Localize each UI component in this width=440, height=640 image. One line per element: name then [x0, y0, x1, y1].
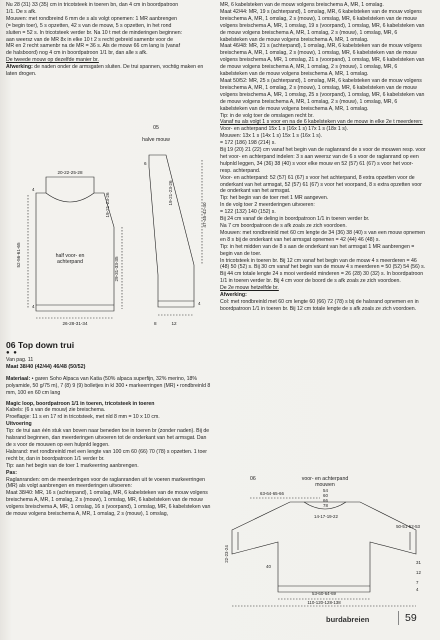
section-number: 06 — [6, 340, 16, 350]
dim-sleeve: 50-51-52-53 — [396, 524, 420, 529]
maat-38: Maat 38/40: MR, 16 s (achterpand), 1 omslag, MR, 6 kabelsteken van de mouw volgens breischema A, MR, 1 omslag, 2 s (mouw), 1 omslag, MR, 6 kabelsteken van de mouw volgens breischema A, MR, 1 omslag, 16 s (voorpand), 1 omslag, MR, 6 kabelsteken van de mouw volgens breischema A, MR, 1 omslag, 2 s (mouw), 1 omslag, — [6, 490, 211, 518]
section-name: Top down trui — [17, 340, 75, 350]
intro-line: 1/1. De s afk. — [6, 8, 37, 15]
rc-line: MR, 6 kabelsteken van de mouw volgens breischema A, MR, 1 omslag. — [220, 2, 384, 8]
neckline — [46, 193, 94, 202]
rc-line: Col: met rondbreinld met 60 cm lengte 60 (66) 72 (78) s bij de halsrand opnemen en in boordpatroon 1/1 in toeren br. Bij 12 cm totale lengte de s afk zoals ze zich voordoen. — [220, 298, 419, 312]
dim-col: 78 — [323, 503, 328, 508]
dim-small: 4 — [32, 304, 35, 309]
dim-raglan-depth: 19-21-23-26 — [105, 192, 110, 218]
dim-small: 6 — [144, 161, 147, 166]
diagram-05-svg — [6, 115, 211, 335]
kabels: Kabels: (6 s van de mouw) zie breischema. — [6, 407, 106, 414]
dim-body: 40 — [266, 564, 271, 569]
dim-cuff-width: 12 — [171, 321, 177, 326]
finish-paragraph — [6, 64, 211, 78]
rc-line: Bij 19 (20) 21 (22) cm vanaf het begin van de raglanrand de s voor de mouwen resp. voor het voor- en achterpand indelen: 3 s aan weersz van de 6 s voor de raglanrand op een hulpnld leggen, 34 (36) 38 (40) s voor elke mouw en 52 (57) 61 (67) s voor het voor- resp. achterpand. — [220, 147, 426, 174]
difficulty-dots: ● ● — [6, 350, 18, 356]
rc-line: Mouwen: met rondbreinld met 60 cm lengte de 34 (36) 38 (40) s van een mouw opnemen en 8 s bij de onderkant van het armsgat opnemen = 42 (44) 46 (48) s. — [220, 229, 426, 243]
rc-line: Afwerking: — [220, 292, 247, 299]
right-column — [220, 0, 426, 313]
label-halve-mouw: halve mouw — [142, 137, 170, 143]
dim-half-width: 26-28-31-34 — [62, 321, 88, 326]
finish-label: Afwerking: — [6, 64, 33, 71]
rc-line: = 122 (132) 140 (152) s. — [220, 209, 276, 216]
dim-col: 54 — [323, 488, 328, 493]
materials: Materiaal: • garen Soho Alpaca van Katia (50% alpaca superfijn, 32% merino, 18% polyamide, 50 g/75 m), 7 (8) 9 (9) bolletjes in kl 300 • markeerringen (MR) • rondbreinld 8 mm, 100 en 60 cm lang — [6, 375, 211, 396]
label-half-voor: half voor- en achterpand — [55, 253, 85, 265]
sizes: Maat 38/40 (42/44) 46/48 (50/52) — [6, 363, 86, 370]
raglan: Raglanranden: om de meerderingen voor de raglanranden uit te voeren markeerringen (MR) als volgt aanbrengen en meerderingen uitvoeren: — [6, 476, 205, 490]
dim-hem: 53-60-64-69 — [312, 591, 336, 596]
page-number: 59 — [405, 612, 417, 624]
dim-neck: 14-17-19-22 — [314, 514, 338, 519]
rc-line: = 172 (186) 198 (214) s. — [220, 140, 276, 147]
rc-line: Mouwen: 13x 1 s (14x 1 s) 15x 1 s (16x 1 s). — [220, 133, 323, 140]
pas-label: Pas: — [6, 469, 17, 476]
intro-line: Mouwen: met rondbreind 6 mm de s als volgt opnemen: 1 MR aanbrengen — [6, 15, 177, 22]
dim-sleeve-length: 47-45-42-40 — [202, 202, 207, 228]
uitvoering-label: Uitvoering — [6, 421, 32, 428]
dim-col: 60 — [323, 493, 328, 498]
dim-body-side: 29-31-33-35 — [114, 256, 119, 282]
dim-neck-width: 20-22-25-28 — [57, 170, 83, 175]
dim-small: 4 — [32, 187, 35, 192]
rc-line: De 2e mouw hetzelfde br. — [220, 285, 279, 292]
rc-line: Tip: het begin van de toer met 1 MR aangeven. — [220, 195, 329, 202]
rc-line: Vanaf nu als volgt 1 s voor en na de 6 kabelsteken van de mouw in elke 2e t meerderen: — [220, 119, 423, 126]
dim-small: 8 — [154, 321, 157, 326]
diagram-title: voor- en achterpand mouwen — [301, 476, 349, 488]
rc-line: Na 7 cm boordpatroon de s afk zoals ze zich voordoen. — [220, 223, 347, 229]
body-outline — [36, 177, 114, 311]
rc-line: Bij 24 cm vanaf de deling in boordpatroon 1/1 in toeren verder br. — [220, 216, 370, 223]
rc-line: Tip: in het midden van de 8 s aan de onderkant van het armsgat 1 MR aanbrengen = begin van de toer. — [220, 243, 415, 257]
tip-1: Tip: de trui aan één stuk van boven naar beneden toe in toeren br (zonder naden). Bij de halsrand beginnen, dan meerderingen uitvoeren tot de onderkant van het armsgat. Dan de s voor de mouwen op een hulpnld leggen. — [6, 428, 210, 448]
dim-sleeve-raglan: 19-21-23-26 — [168, 180, 173, 206]
label-06: 06 — [250, 476, 256, 482]
intro-line: Nu 28 (31) 33 (35) cm in tricotsteek in toeren bn, dan 4 cm in boordpatroon — [6, 2, 179, 8]
left-column — [6, 0, 211, 518]
proeflapje: Proeflapje: 11 s en 17 rd in tricotsteek, met nld 8 mm = 10 x 10 cm. — [6, 414, 160, 421]
rc-line: Tip: in de volg toer de omslagen recht br. — [220, 112, 314, 119]
intro-line: (= begin toer), 5 s opzetten, 42 s van de mouw, 5 s opzetten, in het rond — [6, 22, 172, 29]
finish-heading: De tweede mouw op dezelfde manier br. — [6, 57, 99, 64]
rc-line: In de volg toer 2 meerderingen uitvoeren: — [220, 202, 315, 209]
diagram-05 — [6, 115, 211, 335]
sleeve-outline — [149, 155, 194, 307]
dim-yoke: 63-64-65-66 — [260, 491, 284, 496]
rc-line: Voor- en achterpand: 52 (57) 61 (67) s voor het achterpand, 8 extra opzetten voor de onderkant van het armsgat, 52 (57) 61 (67) s voor het voorpand, 8 s extra opzetten voor de onderkant van het armsgat. — [220, 174, 422, 195]
section-title — [6, 340, 211, 350]
dim-small: 4 — [416, 587, 419, 592]
rc-line: In tricotsteek in toeren br. Bij 12 cm vanaf het begin van de mouw 4 s meerderen = 46 (48) 50 (52) s. Bij 30 cm vanaf het begin van de mouw 4 s meerderen = 50 (52) 54 (56) s. Bij 44 cm totale lengte 24 s mooi verdeeld minderen = 26 (28) 30 (32) s. In boordpatroon 1/1 in toeren verder br. Bij 4 cm voor de boord de s afk zoals ze zich voordoen. — [220, 257, 426, 285]
magic-loop: Magic loop, boordpatroon 1/1 in toeren, tricotsteek in toeren — [6, 400, 155, 407]
section-06 — [6, 340, 211, 518]
footer-separator — [398, 611, 399, 625]
intro-line: MR en 2 recht samenbr na de MR = 36 s. Als de mouw 66 cm lang is (vanaf — [6, 43, 181, 50]
rc-line: Voor- en achterpand 15x 1 s (16x 1 s) 17x 1 s (18x 1 s). — [220, 126, 349, 133]
rc-line: Maat 50/52: MR, 25 s (achterpand), 1 omslag, MR, 6 kabelsteken van de mouw volgens breischema A, MR, 1 omslag, 2 s (mouw), 1 omslag, MR, 6 kabelsteken van de mouw volgens breischema A, MR, 1 omslag, 25 s (voorpand), 1 omslag, MR, 6 kabelsteken van de mouw volgens breischema A, MR, 1 omslag, 2 s (mouw), 1 omslag, MR, 6 kabelsteken van de mouw volgens breischema A, MR, 1 omslag. — [220, 77, 425, 112]
see-page: Van pag. 11 — [6, 357, 34, 363]
label-05: 05 — [153, 125, 159, 131]
dim-col: 66 — [323, 498, 328, 503]
dim-body-length: 52-56-61-65 — [16, 242, 21, 268]
diagram-06 — [220, 472, 426, 612]
dim-side: 31 — [416, 560, 421, 565]
footer-brand: burdabreien — [326, 615, 370, 624]
finish-text: de naden onder de armsgaten sluiten. De trui spannen, vochtig maken en laten drogen. — [6, 64, 204, 78]
rc-line: Maat 46/48: MR, 21 s (achterpand), 1 omslag, MR, 6 kabelsteken van de mouw volgens breischema A, MR, 1 omslag, 2 s (mouw), 1 omslag, MR, 6 kabelsteken van de mouw volgens breischema A, MR, 1 omslag, 21 s (voorpand), 1 omslag, MR, 6 kabelsteken van de mouw volgens breischema A, MR, 1 omslag, 2 s (mouw), 1 omslag, MR, 6 kabelsteken van de mouw volgens breischema A, MR, 1 omslag. — [220, 43, 425, 78]
intro-text — [6, 2, 211, 78]
diagram-06-svg — [220, 472, 426, 612]
intro-line: de halsboord) nog 4 cm in boordpatroon 1/1 br, dan alle s afk. — [6, 50, 148, 57]
intro-line: sluiten = 52 s. In tricotsteek verder br. Na 10 t met de minderingen beginnen: — [6, 29, 183, 36]
intro-line: aan weersz van de MR 8x in elke 10 t 2 s recht gebreid samenbr voor de — [6, 36, 173, 43]
dim-total-width: 110-120-128-138 — [307, 600, 341, 605]
dim-small: 12 — [416, 570, 421, 575]
dim-small: 4 — [198, 301, 201, 306]
tip-2: Tip: aan het begin van de toer 1 markeerring aanbrengen. — [6, 462, 139, 469]
dim-raglan: 22-23-24 — [224, 545, 229, 563]
halsrand: Halsrand: met rondbreinld met een lengte van 100 cm 60 (66) 70 (78) s opzetten. 1 toer recht br, dan in boordpatroon 1/1 verder br. — [6, 448, 207, 462]
dim-small: 7 — [416, 580, 419, 585]
rc-line: Maat 42/44: MR, 19 s (achterpand), 1 omslag, MR, 6 kabelsteken van de mouw volgens breischema A, MR, 1 omslag, 2 s (mouw), 1 omslag, MR, 6 kabelsteken van de mouw volgens breischema A, MR, 1 omslag, 19 s (voorpand), 1 omslag, MR, 6 kabelsteken van de mouw volgens breischema A, MR, 1 omslag, 2 s (mouw), 1 omslag, MR, 6 kabelsteken van de mouw volgens breischema A, MR, 1 omslag. — [220, 8, 425, 43]
